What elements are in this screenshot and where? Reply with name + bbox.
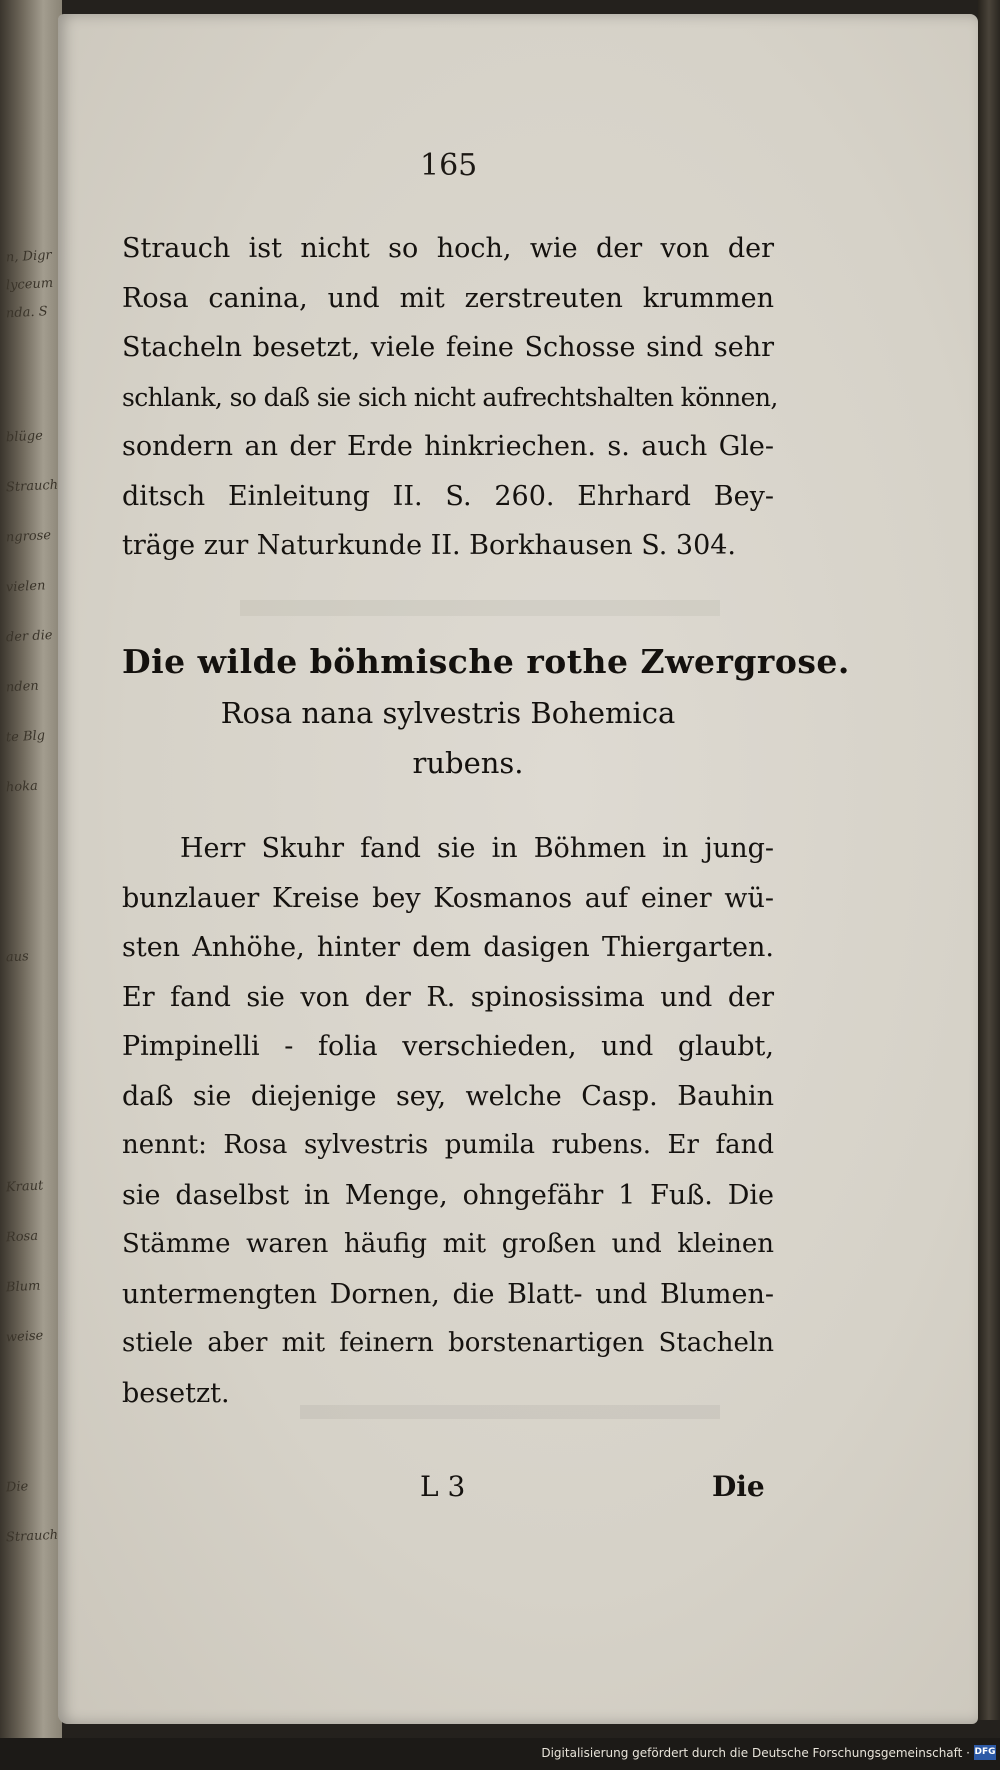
left-fragment: Kraut	[5, 1178, 44, 1196]
left-fragment: lyceum	[5, 275, 54, 294]
text-line: untermengten Dornen, die Blatt- und Blumen-	[122, 1278, 774, 1310]
left-fragment: der die	[5, 627, 53, 646]
dfg-logo-icon: DFG	[974, 1745, 996, 1760]
left-fragment: blüge	[5, 428, 44, 446]
left-fragment: ngrose	[5, 528, 52, 546]
text-line: träge zur Naturkunde II. Borkhausen S. 304.	[122, 530, 737, 561]
left-fragment: nden	[5, 678, 40, 696]
text-line: daß sie diejenige sey, welche Casp. Bauhin	[122, 1080, 774, 1112]
left-fragment: Blum	[5, 1278, 41, 1296]
text-line: nennt: Rosa sylvestris pumila rubens. Er fand	[122, 1130, 774, 1160]
left-fragment: te Blg	[5, 728, 46, 746]
paragraph-continuation	[122, 224, 778, 571]
text-line: Rosa canina, und mit zerstreuten krummen	[122, 282, 774, 314]
paragraph-description	[122, 824, 774, 1418]
left-fragment: hoka	[5, 778, 39, 796]
signature-mark: L 3	[420, 1470, 466, 1503]
catchword: Die	[712, 1470, 765, 1503]
left-fragment: Die	[5, 1479, 29, 1496]
left-fragment: nda. S	[5, 304, 48, 322]
left-fragment: aus	[5, 949, 30, 966]
left-fragment: Rosa	[5, 1228, 39, 1246]
text-line: schlank, so daß sie sich nicht aufrechtshalten können,	[122, 382, 778, 412]
text-line: sondern an der Erde hinkriechen. s. auch Gle-	[122, 431, 774, 462]
text-line: stiele aber mit feinern borstenartigen Stacheln	[122, 1328, 774, 1358]
heading-latin-line-1: Rosa nana sylvestris Bohemica	[220, 696, 676, 730]
page-edge-stack	[978, 0, 1000, 1720]
text-line: Er fand sie von der R. spinosissima und der	[122, 981, 774, 1013]
digitization-credit: Digitalisierung gefördert durch die Deutsche Forschungsgemeinschaft ·	[541, 1746, 970, 1760]
page-number: 165	[420, 148, 478, 183]
text-line: Pimpinelli - folia verschieden, und glaubt,	[122, 1031, 774, 1062]
text-line: Strauch ist nicht so hoch, wie der von der	[122, 233, 774, 264]
heading-german: Die wilde böhmische rothe Zwergrose.	[122, 642, 850, 681]
heading-latin-line-2: rubens.	[412, 746, 524, 780]
text-line: sten Anhöhe, hinter dem dasigen Thiergarten.	[122, 932, 774, 963]
left-fragment: vielen	[5, 578, 46, 596]
text-line: Herr Skuhr fand sie in Böhmen in jung-	[180, 833, 774, 864]
section-heading-latin	[122, 688, 774, 788]
section-heading	[122, 642, 850, 681]
text-line: Stämme waren häufig mit großen und kleinen	[122, 1229, 774, 1259]
left-fragment: n, Digr	[5, 247, 53, 266]
text-line: bunzlauer Kreise bey Kosmanos auf einer wü-	[122, 882, 774, 914]
left-fragment: Strauch	[5, 1527, 59, 1546]
text-line: ditsch Einleitung II. S. 260. Ehrhard Bey-	[122, 480, 774, 512]
left-fragment: Strauch	[5, 477, 59, 496]
adjacent-page-strip	[0, 0, 62, 1770]
text-line: sie daselbst in Menge, ohngefähr 1 Fuß. Die	[122, 1179, 774, 1211]
left-fragment: weise	[5, 1328, 44, 1346]
show-through-smudge	[240, 600, 720, 616]
text-line: besetzt.	[122, 1377, 230, 1409]
text-line: Stacheln besetzt, viele feine Schosse sind sehr	[122, 332, 774, 363]
